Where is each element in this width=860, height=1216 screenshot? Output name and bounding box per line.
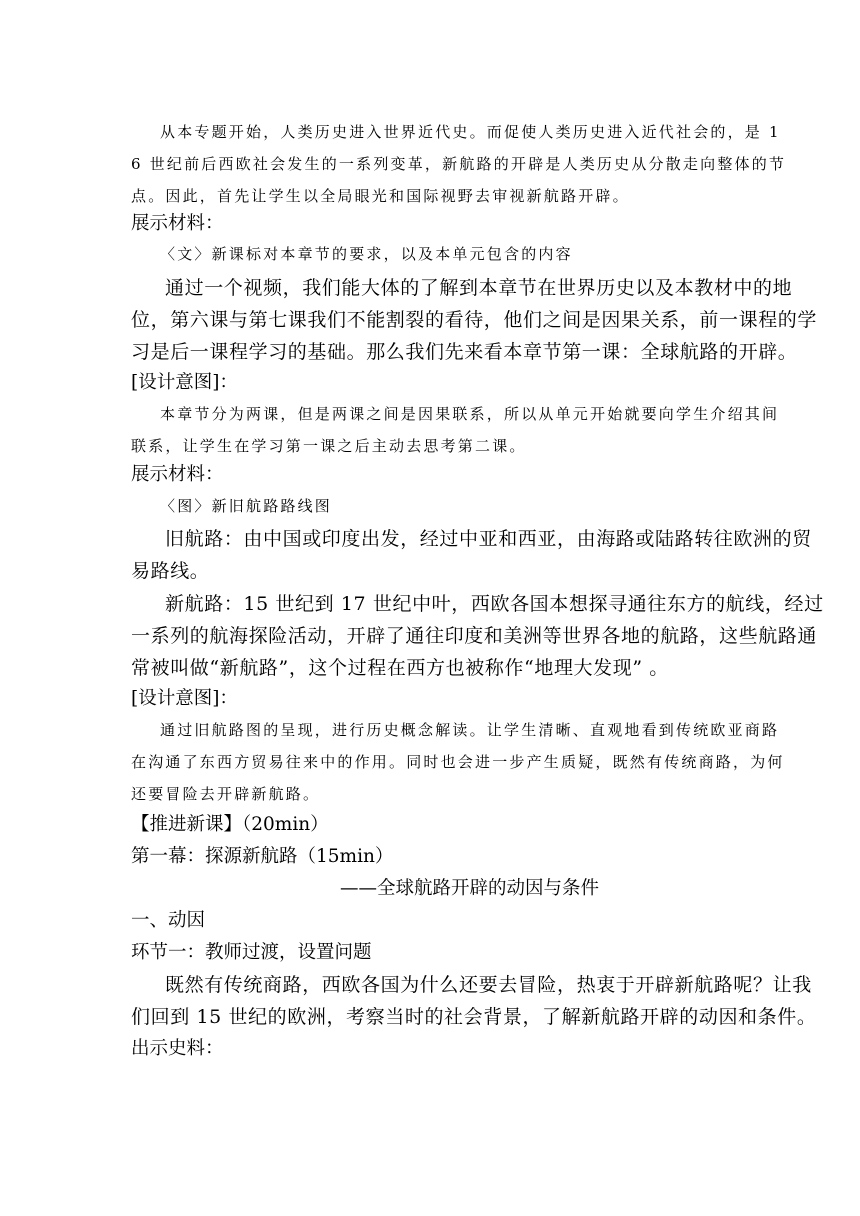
material1-line-1: 通过一个视频，我们能大体的了解到本章节在世界历史以及本教材中的地 (165, 277, 793, 299)
material1-line-3: 习是后一课程学习的基础。那么我们先来看本章节第一课：全球航路的开辟。 (131, 341, 798, 363)
design2-line-2: 在沟通了东西方贸易往来中的作用。同时也会进一步产生质疑，既然有传统商路，为何 (131, 753, 785, 771)
new-route-line-2: 一系列的航海探险活动，开辟了通往印度和美洲等世界各地的航路，这些航路通 (131, 625, 818, 647)
lesson-heading: 【推进新课】（20min） (131, 814, 329, 835)
lesson-subtitle: ——全球航路开辟的动因与条件 (340, 878, 600, 899)
material1-item: 〈文〉新课标对本章节的要求，以及本单元包含的内容 (160, 245, 573, 263)
lesson-line-1: 既然有传统商路，西欧各国为什么还要去冒险，热衷于开辟新航路呢？让我 (165, 974, 812, 996)
design2-line-1: 通过旧航路图的呈现，进行历史概念解读。让学生清晰、直观地看到传统欧亚商路 (160, 721, 780, 739)
lesson-footer: 出示史料： (131, 1038, 224, 1059)
material1-heading: 展示材料： (131, 213, 224, 234)
lesson-step: 环节一：教师过渡，设置问题 (131, 942, 372, 963)
design2-heading: [设计意图]： (131, 688, 238, 709)
design1-line-1: 本章节分为两课，但是两课之间是因果联系，所以从单元开始就要向学生介绍其间 (160, 405, 780, 423)
new-route-line-3: 常被叫做“新航路”，这个过程在西方也被称作“地理大发现” 。 (131, 657, 669, 679)
intro-line-1: 从本专题开始，人类历史进入世界近代史。而促使人类历史进入近代社会的，是 1 (160, 123, 781, 141)
old-route-line-2: 易路线。 (131, 560, 210, 582)
intro-line-3: 点。因此，首先让学生以全局眼光和国际视野去审视新航路开辟。 (131, 187, 630, 205)
design1-heading: [设计意图]： (131, 372, 238, 393)
new-route-line-1: 新航路：15 世纪到 17 世纪中叶，西欧各国本想探寻通往东方的航线，经过 (165, 593, 824, 615)
lesson-section: 一、动因 (131, 910, 206, 931)
intro-line-2: 6 世纪前后西欧社会发生的一系列变革，新航路的开辟是人类历史从分散走向整体的节 (131, 155, 787, 173)
design2-line-3: 还要冒险去开辟新航路。 (131, 785, 321, 803)
design1-line-2: 联系，让学生在学习第一课之后主动去思考第二课。 (131, 437, 527, 455)
material2-item: 〈图〉新旧航路路线图 (160, 497, 333, 515)
material2-heading: 展示材料： (131, 464, 224, 485)
material1-line-2: 位，第六课与第七课我们不能割裂的看待，他们之间是因果关系，前一课程的学 (131, 309, 818, 331)
old-route-line-1: 旧航路：由中国或印度出发，经过中亚和西亚，由海路或陆路转往欧洲的贸 (165, 528, 812, 550)
lesson-line-2: 们回到 15 世纪的欧洲，考察当时的社会背景，了解新航路开辟的动因和条件。 (131, 1006, 817, 1028)
lesson-act: 第一幕：探源新航路（15min） (131, 846, 394, 867)
